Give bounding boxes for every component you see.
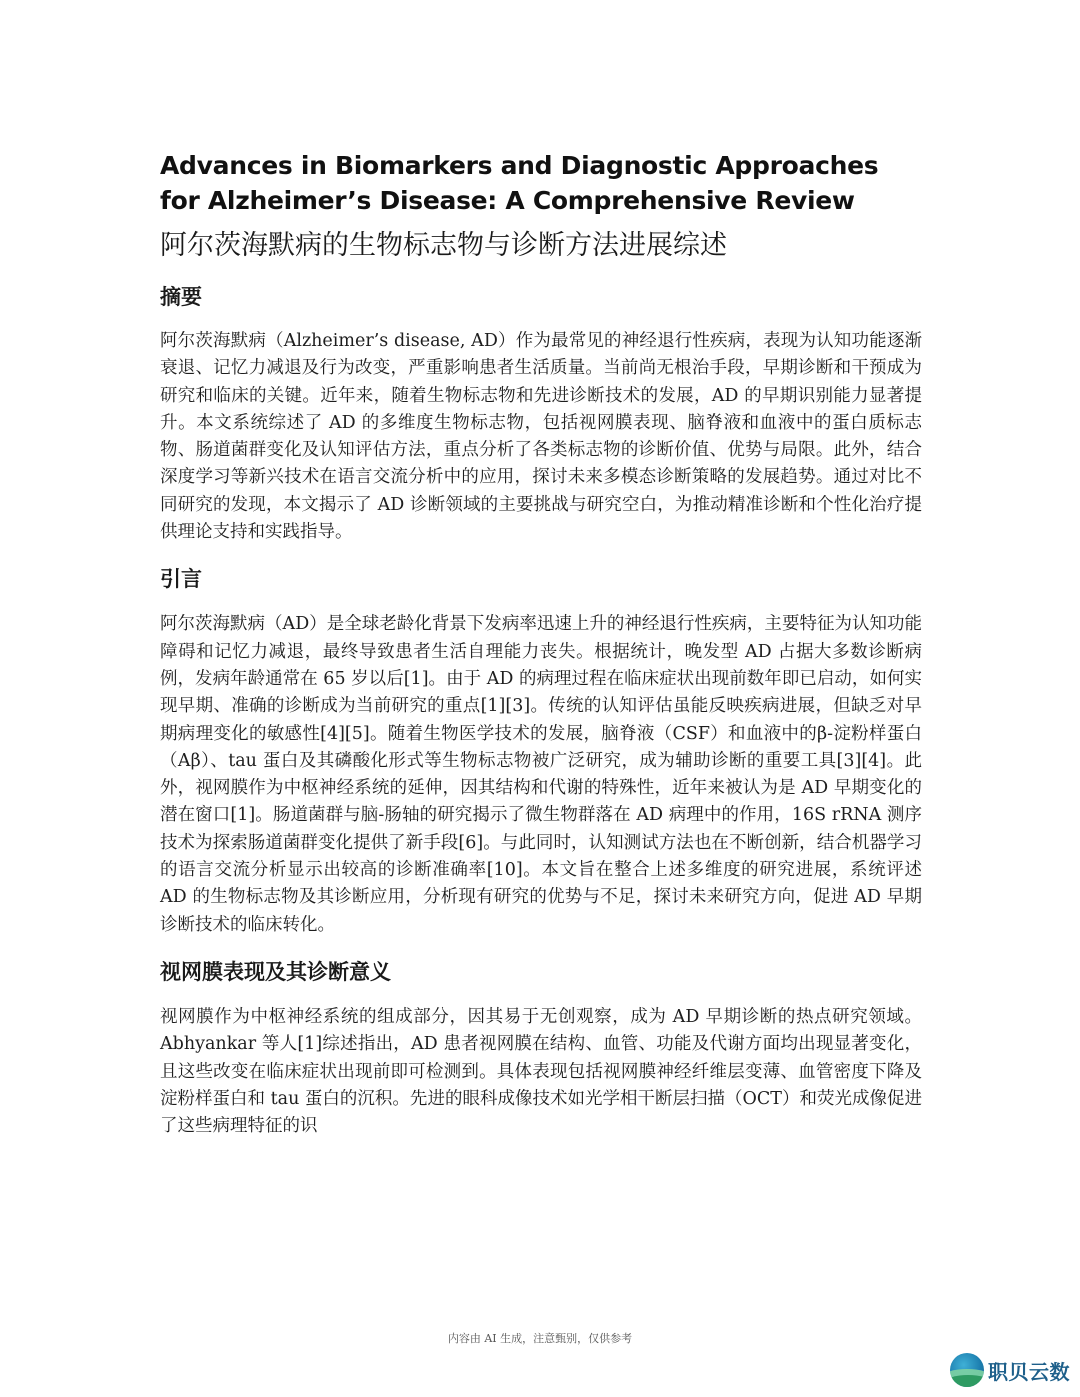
retina-section-heading: 视网膜表现及其诊断意义 — [160, 958, 391, 984]
ai-disclaimer: 内容由 AI 生成，注意甄别，仅供参考 — [447, 1332, 633, 1345]
english-title: Advances in Biomarkers and Diagnostic Approaches for Alzheimer’s Disease: A Comprehensive Review — [160, 151, 879, 215]
abstract-paragraph: 阿尔茨海默病（Alzheimer’s disease, AD）作为最常见的神经退行性疾病，表现为认知功能逐渐衰退、记忆力减退及行为改变，严重影响患者生活质量。当前尚无根治手段，早期诊断和干预成为研究和临床的关键。近年来，随着生物标志物和先进诊断技术的发展，AD 的早期识别能力显著提升。本文系统综述了 AD 的多维度生物标志物，包括视网膜表现、脑脊液和血液中的蛋白质标志物、肠道菌群变化及认知评估方法，重点分析了各类标志物的诊断价值、优势与局限。此外，结合深度学习等新兴技术在语言交流分析中的应用，探讨未来多模态诊断策略的发展趋势。通过对比不同研究的发现，本文揭示了 AD 诊断领域的主要挑战与研究空白，为推动精准诊断和个性化治疗提供理论支持和实践指导。 — [160, 331, 922, 543]
globe-logo-icon — [950, 1353, 984, 1387]
introduction-paragraph: 阿尔茨海默病（AD）是全球老龄化背景下发病率迅速上升的神经退行性疾病，主要特征为认知功能障碍和记忆力减退，最终导致患者生活自理能力丧失。根据统计，晚发型 AD 占据大多数诊断病例，发病年龄通常在 65 岁以后[1]。由于 AD 的病理过程在临床症状出现前数年即已启动，如何实现早期、准确的诊断成为当前研究的重点[1][3]。传统的认知评估虽能反映疾病进展，但缺乏对早期病理变化的敏感性[4][5]。随着生物医学技术的发展，脑脊液（CSF）和血液中的β-淀粉样蛋白（Aβ）、tau 蛋白及其磷酸化形式等生物标志物被广泛研究，成为辅助诊断的重要工具[3][4]。此外，视网膜作为中枢神经系统的延伸，因其结构和代谢的特殊性，近年来被认为是 AD 早期变化的潜在窗口[1]。肠道菌群与脑-肠轴的研究揭示了微生物群落在 AD 病理中的作用，16S rRNA 测序技术为探索肠道菌群变化提供了新手段[6]。与此同时，认知测试方法也在不断创新，结合机器学习的语言交流分析显示出较高的诊断准确率[10]。本文旨在整合上述多维度的研究进展，系统评述 AD 的生物标志物及其诊断应用，分析现有研究的优势与不足，探讨未来研究方向，促进 AD 早期诊断技术的临床转化。 — [160, 614, 922, 935]
introduction-heading: 引言 — [160, 566, 202, 592]
brand-watermark — [950, 1352, 1070, 1388]
document-page — [160, 148, 922, 1140]
brand-name: 职贝云数 — [988, 1359, 1070, 1384]
retina-section-paragraph: 视网膜作为中枢神经系统的组成部分，因其易于无创观察，成为 AD 早期诊断的热点研究领域。Abhyankar 等人[1]综述指出，AD 患者视网膜在结构、血管、功能及代谢方面均出现显著变化，且这些改变在临床症状出现前即可检测到。具体表现包括视网膜神经纤维层变薄、血管密度下降及淀粉样蛋白和 tau 蛋白的沉积。先进的眼科成像技术如光学相干断层扫描（OCT）和荧光成像促进了这些病理特征的识 — [160, 1006, 922, 1137]
chinese-title: 阿尔茨海默病的生物标志物与诊断方法进展综述 — [160, 230, 727, 261]
abstract-heading: 摘要 — [160, 284, 202, 309]
